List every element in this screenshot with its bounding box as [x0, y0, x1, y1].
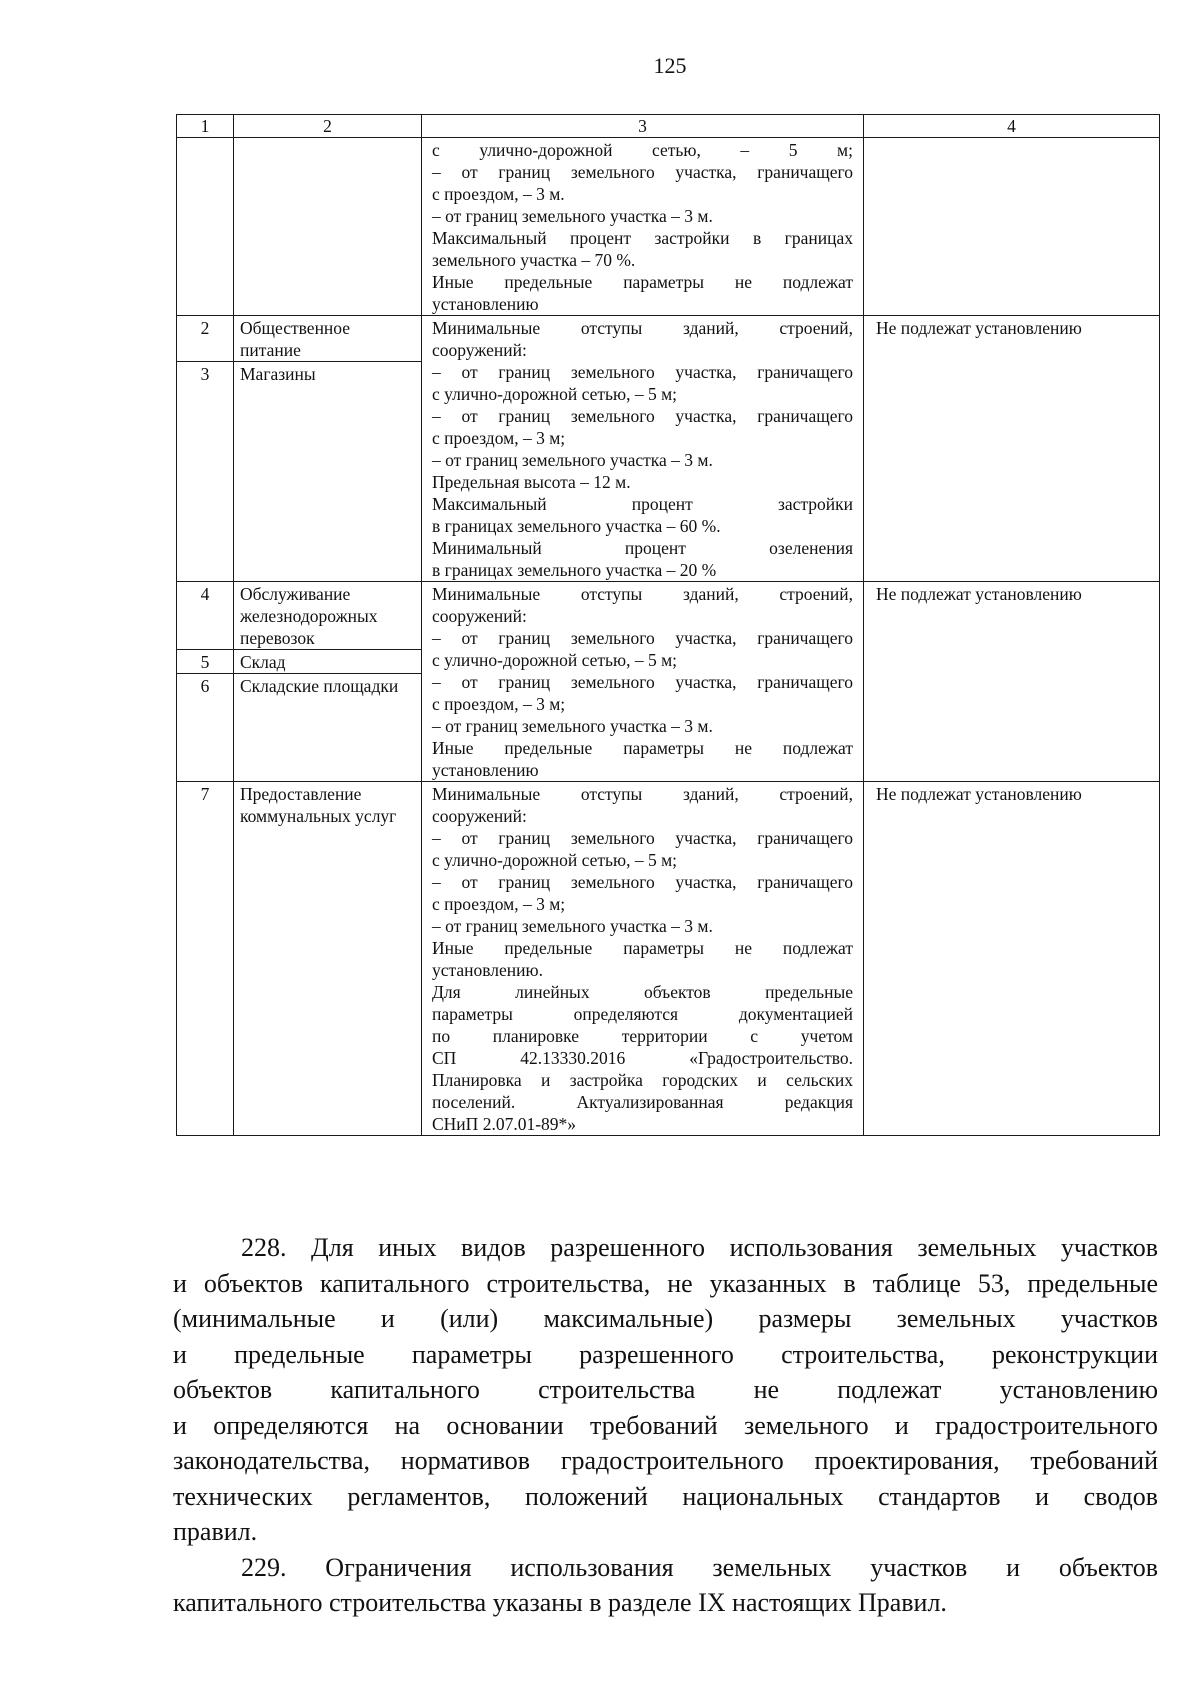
paragraph-line: и объектов капитального строительства, не указанных в таблице 53, предельные: [173, 1268, 1158, 1298]
row-number: 2: [177, 316, 234, 362]
table-row-continuation: [177, 138, 1160, 316]
params-line: Минимальный процент озеленения: [432, 538, 853, 558]
params-cell: [422, 582, 864, 782]
params-cell: [422, 138, 864, 316]
use-type-name: Обслуживание железнодорожных перевозок: [234, 582, 422, 650]
params-line: установлению: [432, 760, 539, 780]
params-line: в границах земельного участка – 60 %.: [432, 516, 721, 536]
params-line: Иные предельные параметры не подлежат: [432, 738, 853, 758]
params-line: СНиП 2.07.01-89*»: [432, 1114, 577, 1134]
params-line: сооружений:: [432, 806, 527, 826]
use-type-name: Складские площадки: [234, 674, 422, 782]
params-line: – от границ земельного участка, граничащего: [432, 628, 853, 648]
table-row: [177, 582, 1160, 650]
params-line: земельного участка – 70 %.: [432, 250, 636, 270]
paragraph-line: и предельные параметры разрешенного строительства, реконструкции: [173, 1339, 1158, 1369]
params-line: сооружений:: [432, 606, 527, 626]
params-line: – от границ земельного участка – 3 м.: [432, 716, 713, 736]
table-row: [177, 316, 1160, 362]
use-type-name: Предоставление коммунальных услуг: [234, 782, 422, 1136]
land-use-parameters-table: [176, 114, 1160, 1136]
params-line: Иные предельные параметры не подлежат: [432, 938, 853, 958]
limits-cell: Не подлежат установлению: [864, 782, 1160, 1136]
params-line: Максимальный процент застройки в границах: [432, 228, 853, 248]
params-line: поселений. Актуализированная редакция: [432, 1092, 853, 1112]
paragraph-line: 228. Для иных видов разрешенного использования земельных участков: [241, 1233, 1158, 1262]
params-line: сооружений:: [432, 340, 527, 360]
params-line: с улично-дорожной сетью, – 5 м;: [432, 850, 678, 870]
params-line: Для линейных объектов предельные: [432, 982, 853, 1002]
paragraph-line: (минимальные и (или) максимальные) размеры земельных участков: [173, 1304, 1158, 1333]
row-number: 3: [177, 362, 234, 582]
params-line: Планировка и застройка городских и сельских: [432, 1070, 853, 1090]
params-line: – от границ земельного участка – 3 м.: [432, 450, 713, 470]
params-line: – от границ земельного участка, граничащего: [432, 162, 853, 182]
header-col-3: 3: [422, 115, 864, 138]
params-cell: [422, 316, 864, 582]
params-line: Минимальные отступы зданий, строений,: [432, 784, 853, 804]
params-line: с проездом, – 3 м;: [432, 694, 566, 714]
params-line: с улично-дорожной сетью, – 5 м;: [432, 140, 853, 160]
params-line: по планировке территории с учетом: [432, 1026, 853, 1046]
header-col-2: 2: [234, 115, 422, 138]
params-line: с проездом, – 3 м;: [432, 428, 566, 448]
page-number: 125: [653, 53, 687, 78]
paragraph-228: [173, 1230, 1158, 1550]
params-line: с проездом, – 3 м;: [432, 894, 566, 914]
table-row: [177, 782, 1160, 1136]
params-line: установлению.: [432, 960, 543, 980]
params-line: установлению: [432, 294, 539, 314]
paragraph-229: [173, 1550, 1158, 1621]
params-line: Иные предельные параметры не подлежат: [432, 272, 853, 292]
params-line: с улично-дорожной сетью, – 5 м;: [432, 650, 678, 670]
paragraph-line: капитального строительства указаны в разделе IX настоящих Правил.: [173, 1588, 947, 1617]
params-line: – от границ земельного участка, граничащего: [432, 362, 853, 382]
params-line: в границах земельного участка – 20 %: [432, 560, 717, 580]
params-line: – от границ земельного участка, граничащего: [432, 872, 853, 892]
limits-cell: Не подлежат установлению: [864, 316, 1160, 582]
header-col-1: 1: [177, 115, 234, 138]
use-type-name: Склад: [234, 650, 422, 674]
params-line: с проездом, – 3 м.: [432, 184, 565, 204]
paragraph-line: 229. Ограничения использования земельных участков и объектов: [241, 1552, 1158, 1582]
paragraph-line: и определяются на основании требований земельного и градостроительного: [173, 1410, 1158, 1440]
params-line: Минимальные отступы зданий, строений,: [432, 584, 853, 604]
params-cell: [422, 782, 864, 1136]
params-line: Предельная высота – 12 м.: [432, 472, 631, 492]
params-line: – от границ земельного участка – 3 м.: [432, 206, 713, 226]
params-line: – от границ земельного участка, граничащего: [432, 672, 853, 692]
row-number: 5: [177, 650, 234, 674]
row-number: 6: [177, 674, 234, 782]
params-line: параметры определяются документацией: [432, 1004, 853, 1024]
params-line: – от границ земельного участка, граничащего: [432, 406, 853, 426]
body-text: [173, 1230, 1158, 1621]
table-header-row: [177, 115, 1160, 138]
row-number: 4: [177, 582, 234, 650]
use-type-name: Общественное питание: [234, 316, 422, 362]
params-line: – от границ земельного участка – 3 м.: [432, 916, 713, 936]
paragraph-line: законодательства, нормативов градостроительного проектирования, требований: [173, 1446, 1158, 1475]
header-col-4: 4: [864, 115, 1160, 138]
paragraph-line: технических регламентов, положений национальных стандартов и сводов: [173, 1481, 1158, 1511]
params-line: СП 42.13330.2016 «Градостроительство.: [432, 1048, 853, 1068]
row-number: 7: [177, 782, 234, 1136]
params-line: Максимальный процент застройки: [432, 494, 853, 514]
paragraph-line: объектов капитального строительства не подлежат установлению: [173, 1375, 1158, 1404]
use-type-name: Магазины: [234, 362, 422, 582]
params-line: с улично-дорожной сетью, – 5 м;: [432, 384, 678, 404]
paragraph-line: правил.: [173, 1517, 258, 1546]
limits-cell: Не подлежат установлению: [864, 582, 1160, 782]
params-line: – от границ земельного участка, граничащего: [432, 828, 853, 848]
params-line: Минимальные отступы зданий, строений,: [432, 318, 853, 338]
